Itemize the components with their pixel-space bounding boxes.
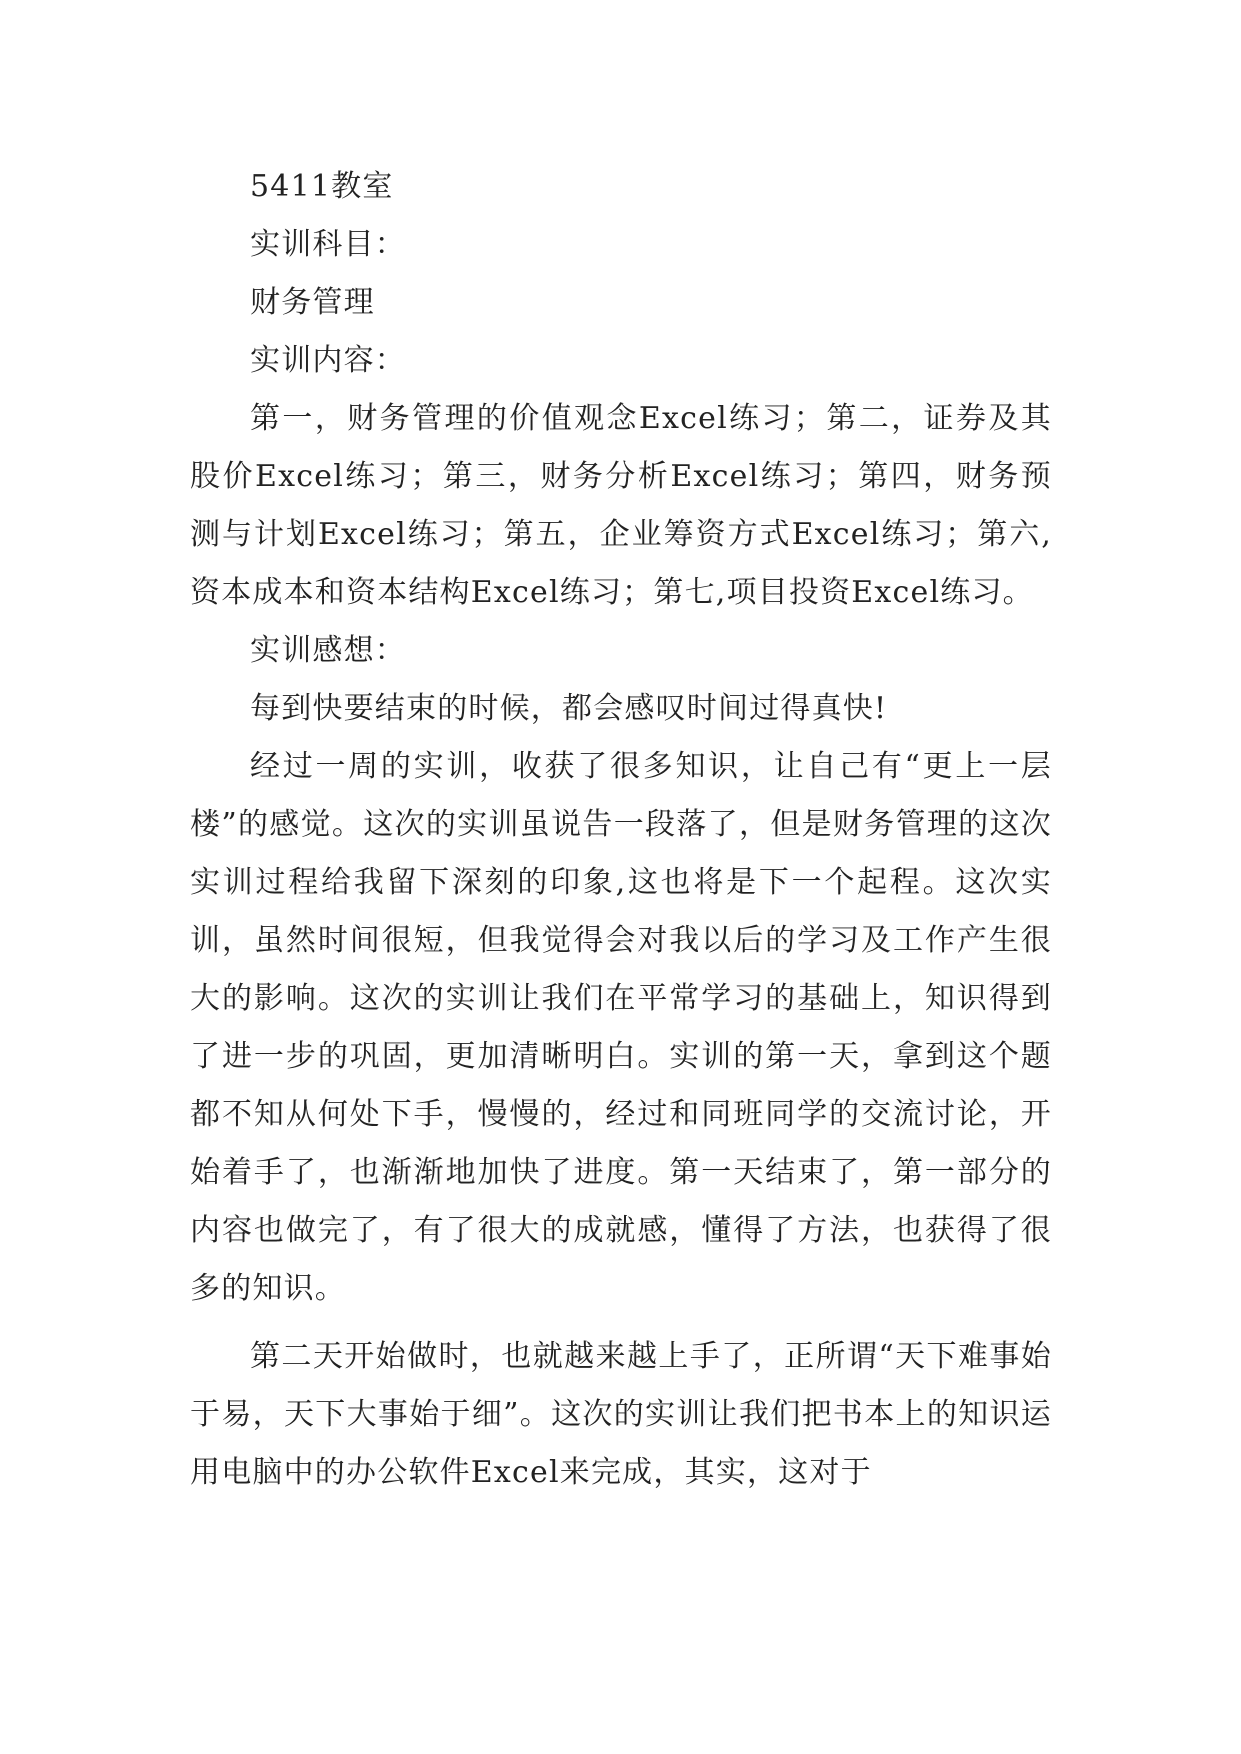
paragraph-reflection-body: 经过一周的实训，收获了很多知识，让自己有“更上一层楼”的感觉。这次的实训虽说告一段落了，但是财务管理的这次实训过程给我留下深刻的印象,这也将是下一个起程。这次实训，虽然时间很短，但我觉得会对我以后的学习及工作产生很大的影响。这次的实训让我们在平常学习的基础上，知识得到了进一步的巩固，更加清晰明白。实训的第一天，拿到这个题都不知从何处下手，慢慢的，经过和同班同学的交流讨论，开始着手了，也渐渐地加快了进度。第一天结束了，第一部分的内容也做完了，有了很大的成就感，懂得了方法，也获得了很多的知识。 — [190, 749, 1052, 1306]
paragraph-content: 第一，财务管理的价值观念Excel练习；第二，证券及其股价Excel练习；第三，财务分析Excel练习；第四，财务预测与计划Excel练习；第五，企业筹资方式Excel练习；第六,资本成本和资本结构Excel练习；第七,项目投资Excel练习。 — [190, 401, 1052, 610]
paragraph-subject: 财务管理 — [250, 285, 375, 320]
document-body — [190, 158, 1052, 1502]
paragraph-classroom: 5411教室 — [250, 169, 394, 204]
paragraph-reflection-heading: 实训感想： — [250, 633, 406, 668]
paragraph-content-heading: 实训内容： — [250, 343, 406, 378]
paragraph-subject-heading: 实训科目： — [250, 227, 406, 262]
paragraph-second-day: 第二天开始做时，也就越来越上手了，正所谓“天下难事始于易，天下大事始于细”。这次的实训让我们把书本上的知识运用电脑中的办公软件Excel来完成，其实，这对于 — [190, 1339, 1052, 1490]
paragraph-reflection-intro: 每到快要结束的时候，都会感叹时间过得真快! — [250, 691, 888, 726]
